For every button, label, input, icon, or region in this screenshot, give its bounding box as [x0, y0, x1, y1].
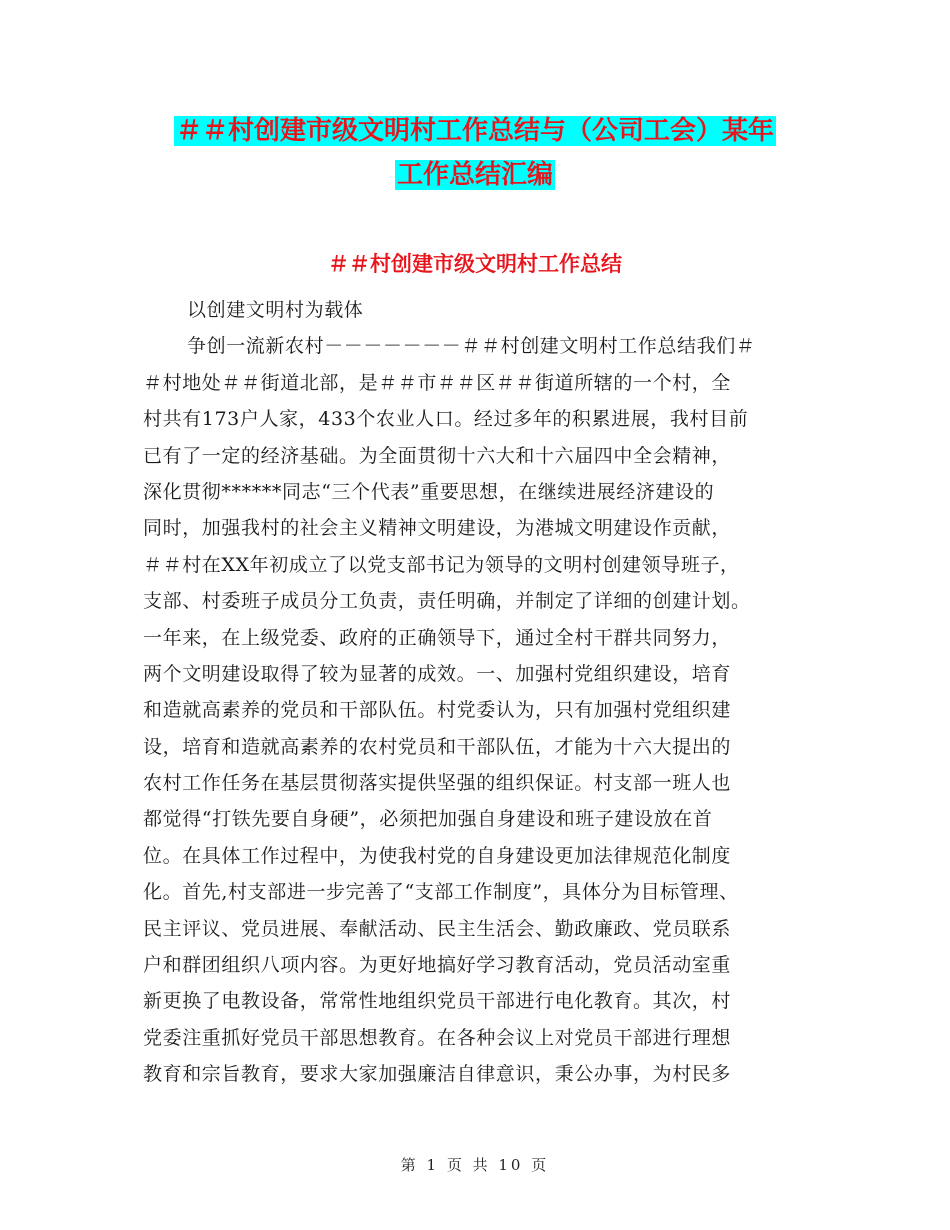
body-line: 户和群团组织八项内容。为更好地搞好学习教育活动，党员活动室重	[143, 954, 732, 977]
body-line: ＃村地处＃＃街道北部，是＃＃市＃＃区＃＃街道所辖的一个村，全	[143, 371, 732, 394]
document-title-text-2: 工作总结汇编	[396, 160, 553, 190]
body-text	[143, 292, 813, 1093]
body-line: 已有了一定的经济基础。为全面贯彻十六大和十六届四中全会精神，	[143, 444, 732, 467]
body-line: 同时，加强我村的社会主义精神文明建设，为港城文明建设作贡献，	[143, 517, 732, 540]
body-line: 民主评议、党员进展、奉献活动、民主生活会、勤政廉政、党员联系	[143, 917, 732, 940]
body-line: 教育和宗旨教育，要求大家加强廉洁自律意识，秉公办事，为村民多	[143, 1063, 732, 1086]
body-line: 一年来，在上级党委、政府的正确领导下，通过全村干群共同努力，	[143, 626, 732, 649]
body-line: 设，培育和造就高素养的农村党员和干部队伍，才能为十六大提出的	[143, 735, 732, 758]
body-line: 村共有173户人家，433个农业人口。经过多年的积累进展，我村目前	[143, 408, 749, 431]
body-line: 农村工作任务在基层贯彻落实提供坚强的组织保证。村支部一班人也	[143, 772, 732, 795]
body-line: 党委注重抓好党员干部思想教育。在各种会议上对党员干部进行理想	[143, 1026, 732, 1049]
document-title-line-2	[0, 152, 950, 198]
body-line: 以创建文明村为载体	[187, 299, 364, 321]
body-line: 化。首先,村支部进一步完善了“支部工作制度”，具体分为目标管理、	[143, 881, 739, 904]
body-line: ＃＃村在XX年初成立了以党支部书记为领导的文明村创建领导班子，	[143, 553, 740, 576]
document-title-line-1	[0, 108, 950, 154]
body-line: 两个文明建设取得了较为显著的成效。一、加强村党组织建设，培育	[143, 662, 732, 685]
body-line: 争创一流新农村－－－－－－－＃＃村创建文明村工作总结我们＃	[187, 335, 756, 358]
section-heading: ＃＃村创建市级文明村工作总结	[328, 252, 622, 276]
document-title-text-1: ＃＃村创建市级文明村工作总结与（公司工会）某年	[175, 116, 774, 146]
body-line: 和造就高素养的党员和干部队伍。村党委认为，只有加强村党组织建	[143, 699, 732, 722]
body-line: 新更换了电教设备，常常性地组织党员干部进行电化教育。其次，村	[143, 990, 732, 1013]
body-line: 都觉得“打铁先要自身硬”，必须把加强自身建设和班子建设放在首	[143, 808, 713, 831]
body-line: 深化贯彻******同志“三个代表”重要思想，在继续进展经济建设的	[143, 480, 715, 503]
page-footer: 第 1 页 共 10 页	[400, 1156, 550, 1174]
body-line: 支部、村委班子成员分工负责，责任明确，并制定了详细的创建计划。	[143, 590, 751, 613]
body-line: 位。在具体工作过程中，为使我村党的自身建设更加法律规范化制度	[143, 844, 732, 867]
